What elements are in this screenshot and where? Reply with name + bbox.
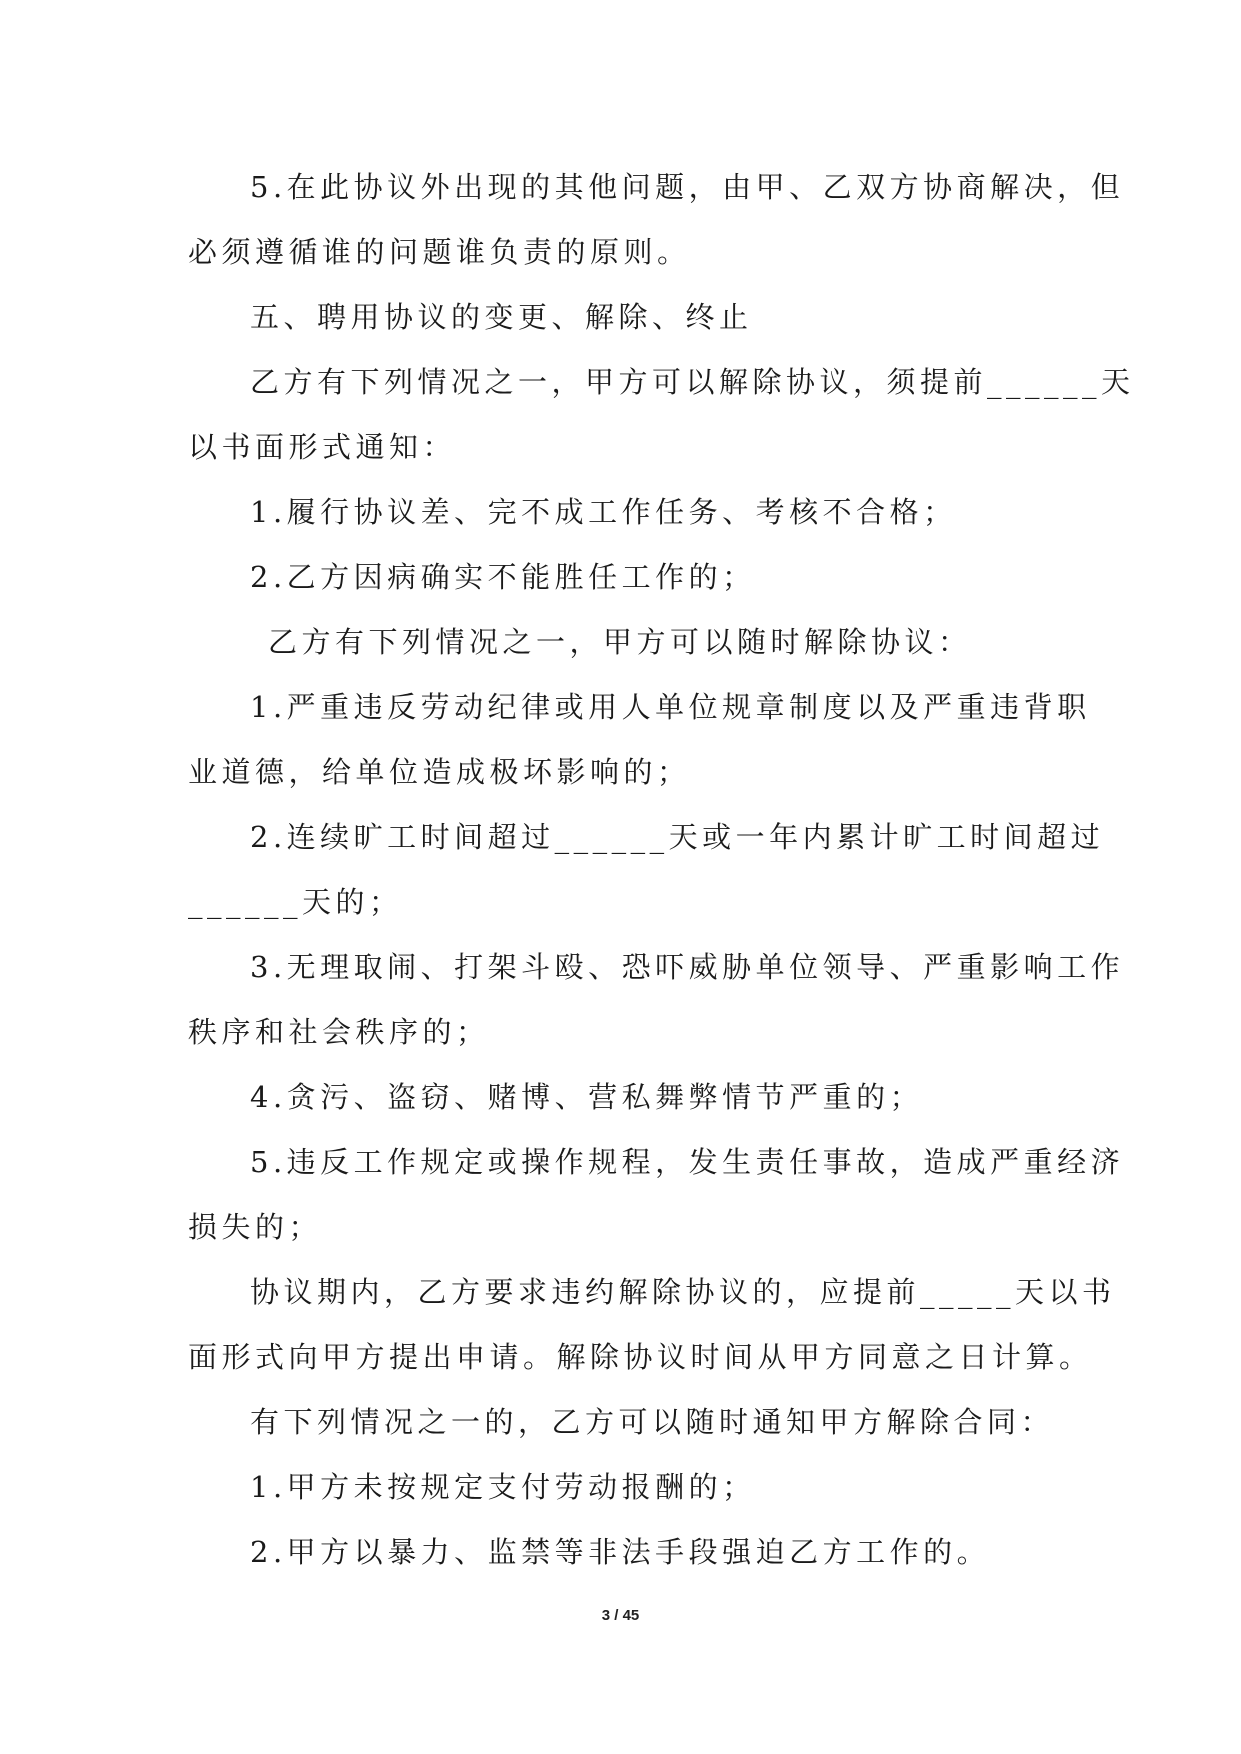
list-item: 2.连续旷工时间超过______天或一年内累计旷工时间超过 — [250, 820, 1105, 854]
list-item-continuation: 业道德，给单位造成极坏影响的； — [188, 755, 691, 789]
list-item-continuation: 损失的； — [188, 1210, 323, 1244]
list-item: 1.严重违反劳动纪律或用人单位规章制度以及严重违背职 — [250, 690, 1091, 724]
list-item: 5.违反工作规定或操作规程，发生责任事故，造成严重经济 — [250, 1145, 1125, 1179]
section-heading: 五、聘用协议的变更、解除、终止 — [250, 300, 753, 334]
list-item-continuation: ______天的； — [188, 885, 403, 919]
paragraph-line: 乙方有下列情况之一，甲方可以随时解除协议： — [268, 625, 972, 659]
paragraph-line: 必须遵循谁的问题谁负责的原则。 — [188, 235, 691, 269]
list-item: 1.甲方未按规定支付劳动报酬的； — [250, 1470, 756, 1504]
list-item-continuation: 秩序和社会秩序的； — [188, 1015, 490, 1049]
paragraph-line: 协议期内，乙方要求违约解除协议的，应提前_____天以书 — [250, 1275, 1116, 1309]
list-item: 1.履行协议差、完不成工作任务、考核不合格； — [250, 495, 957, 529]
page-number: 3 / 45 — [601, 1607, 640, 1624]
list-item: 2.甲方以暴力、监禁等非法手段强迫乙方工作的。 — [250, 1535, 991, 1569]
paragraph-line: 5.在此协议外出现的其他问题，由甲、乙双方协商解决，但 — [250, 170, 1125, 204]
document-body — [188, 155, 1135, 1585]
list-item: 2.乙方因病确实不能胜任工作的； — [250, 560, 756, 594]
paragraph-line: 有下列情况之一的，乙方可以随时通知甲方解除合同： — [250, 1405, 1055, 1439]
paragraph-line: 以书面形式通知： — [188, 430, 457, 464]
paragraph-line: 乙方有下列情况之一，甲方可以解除协议，须提前______天 — [250, 365, 1135, 399]
list-item: 4.贪污、盗窃、赌博、营私舞弊情节严重的； — [250, 1080, 924, 1114]
list-item: 3.无理取闹、打架斗殴、恐吓威胁单位领导、严重影响工作 — [250, 950, 1125, 984]
paragraph-line: 面形式向甲方提出申请。解除协议时间从甲方同意之日计算。 — [188, 1340, 1093, 1374]
